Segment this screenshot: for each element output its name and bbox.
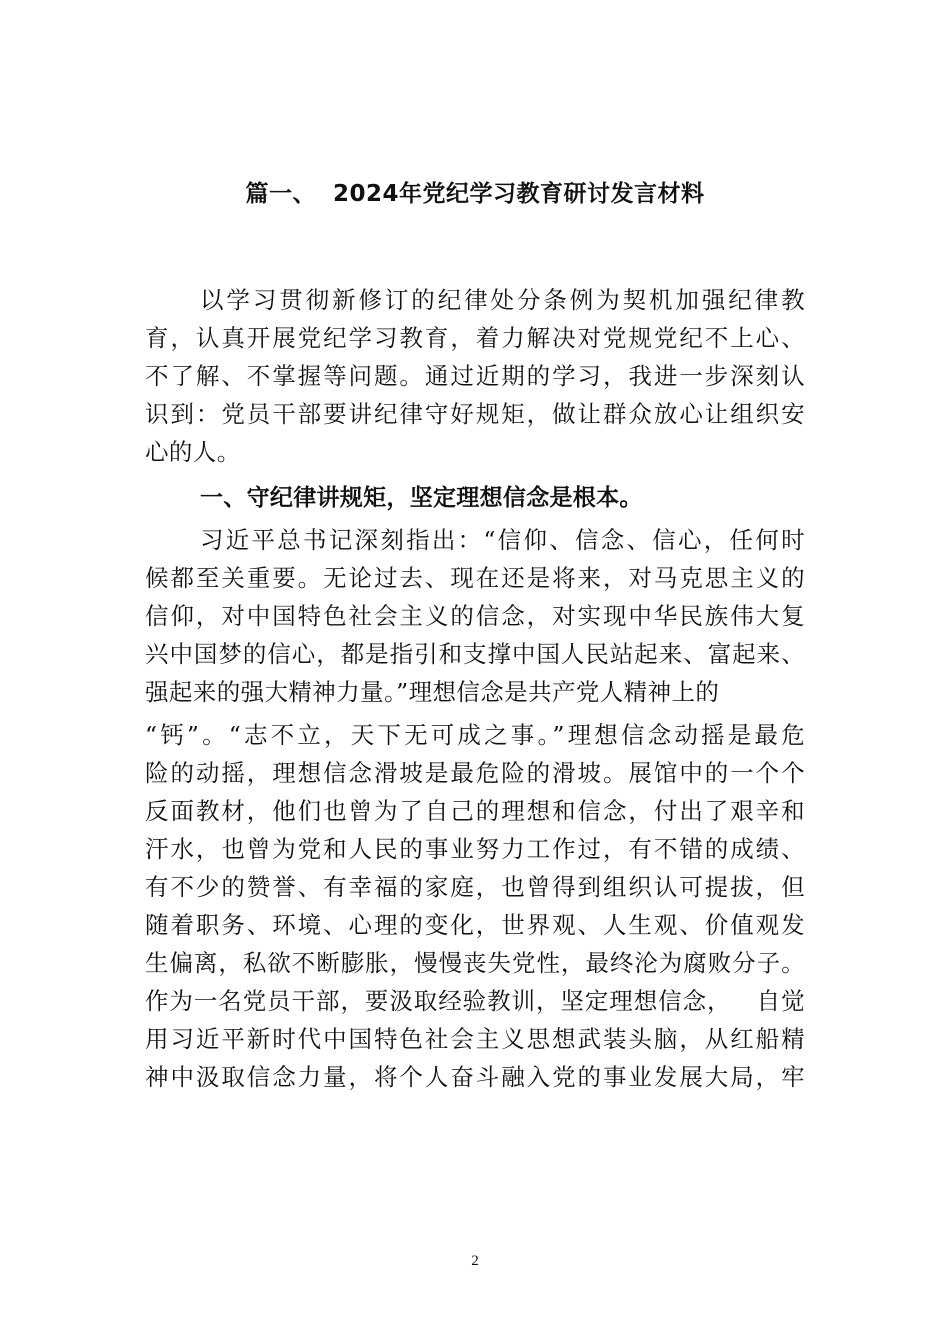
text-line: 随着职务、环境、心理的变化，世界观、人生观、价值观发: [145, 911, 805, 939]
text-line: 识到：党员干部要讲纪律守好规矩，做让群众放心让组织安: [145, 400, 805, 428]
document-title: 篇一、 2024年党纪学习教育研讨发言材料: [245, 181, 705, 207]
text-line: 强起来的强大精神力量。”理想信念是共产党人精神上的: [145, 678, 720, 706]
text-line: 反面教材，他们也曾为了自己的理想和信念，付出了艰辛和: [145, 797, 805, 825]
text-line: 作为一名党员干部，要汲取经验教训，坚定理想信念， 自觉: [145, 987, 805, 1015]
text-line: 用习近平新时代中国特色社会主义思想武装头脑，从红船精: [145, 1025, 805, 1053]
text-line: 生偏离，私欲不断膨胀，慢慢丧失党性，最终沦为腐败分子。: [145, 949, 805, 977]
text-line: 候都至关重要。无论过去、现在还是将来，对马克思主义的: [145, 564, 805, 592]
text-line: 以学习贯彻新修订的纪律处分条例为契机加强纪律教: [200, 286, 805, 314]
text-line: 育，认真开展党纪学习教育，着力解决对党规党纪不上心、: [145, 324, 805, 352]
text-line: “钙”。“志不立，天下无可成之事。”理想信念动摇是最危: [145, 721, 805, 749]
text-line: 不了解、不掌握等问题。通过近期的学习，我进一步深刻认: [145, 362, 805, 390]
text-line: 险的动摇，理想信念滑坡是最危险的滑坡。展馆中的一个个: [145, 759, 805, 787]
section-heading: 一、守纪律讲规矩，坚定理想信念是根本。: [200, 485, 643, 511]
text-line: 信仰，对中国特色社会主义的信念，对实现中华民族伟大复: [145, 602, 805, 630]
page-number: 2: [471, 1253, 479, 1269]
text-line: 有不少的赞誉、有幸福的家庭，也曾得到组织认可提拔，但: [145, 873, 805, 901]
text-line: 兴中国梦的信心，都是指引和支撑中国人民站起来、富起来、: [145, 640, 805, 668]
text-line: 心的人。: [145, 438, 241, 466]
text-line: 神中汲取信念力量，将个人奋斗融入党的事业发展大局，牢: [145, 1063, 805, 1091]
text-line: 汗水，也曾为党和人民的事业努力工作过，有不错的成绩、: [145, 835, 805, 863]
text-line: 习近平总书记深刻指出：“信仰、信念、信心，任何时: [200, 526, 805, 554]
